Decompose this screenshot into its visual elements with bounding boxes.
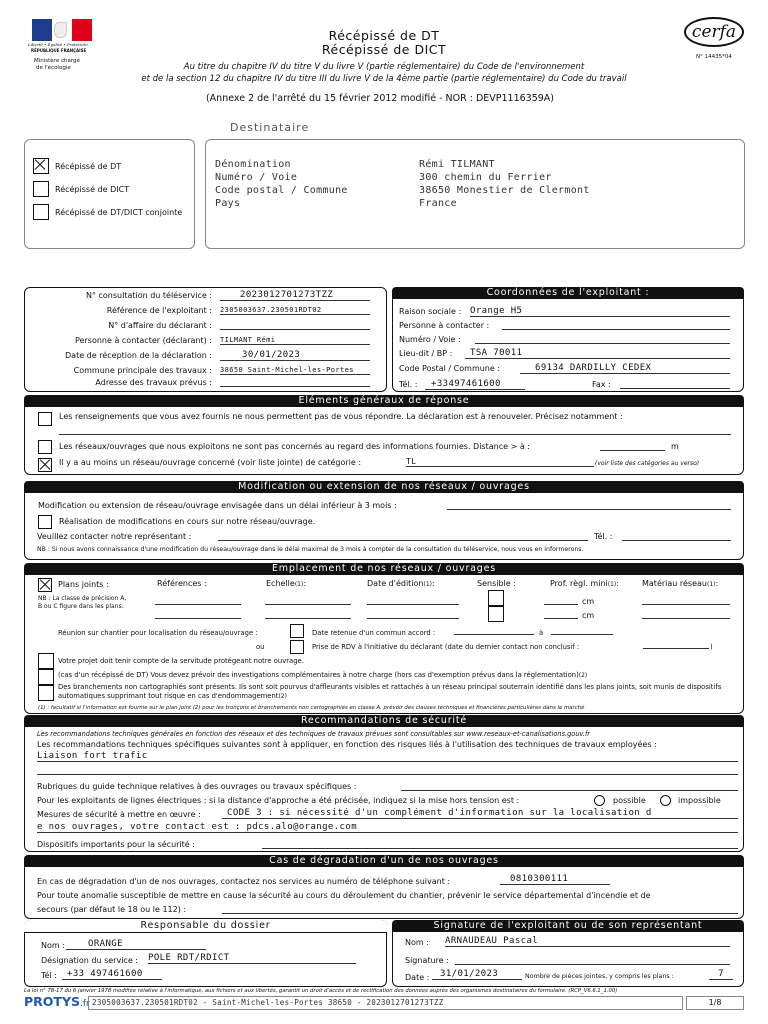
field-precisez[interactable]	[59, 427, 731, 435]
field-service[interactable]: POLE RDT/RDICT	[148, 953, 356, 964]
text-modification-delai: Modification ou extension de réseau/ouvrage envisagée dans un délai inférieur à 3 mois :	[38, 501, 397, 510]
value-voie: 300 chemin du Ferrier	[419, 172, 552, 183]
label-date-signature: Date :	[405, 973, 430, 982]
field-profondeur-1[interactable]	[544, 597, 578, 605]
field-rdv-date[interactable]	[643, 641, 709, 649]
field-distance[interactable]	[600, 441, 665, 451]
label-fax-exploitant: Fax :	[592, 380, 611, 389]
field-ref-exploitant[interactable]: 2305003637.230501RDT02	[220, 305, 370, 315]
label-denomination: Dénomination	[215, 159, 291, 170]
label-recepisse-conjointe: Récépissé de DT/DICT conjointe	[55, 208, 183, 217]
value-pays: France	[419, 198, 457, 209]
recepisse-type-box	[24, 139, 195, 249]
label-tel-responsable: Tél :	[41, 971, 57, 980]
text-secours: secours (par défaut le 18 ou le 112) :	[37, 905, 187, 914]
subtitle-1: Au titre du chapitre IV du titre V du livre V (partie réglementaire) du Code de l'environnement	[183, 62, 585, 72]
col-prof-colon: :	[616, 579, 619, 588]
checkbox-recepisse-dict[interactable]	[33, 181, 49, 197]
label-commune-travaux: Commune principale des travaux :	[73, 366, 212, 375]
text-branchements	[58, 683, 728, 701]
coordonnees-header: Coordonnées de l'exploitant :	[392, 287, 744, 299]
label-personne-declarant: Personne à contacter (déclarant) :	[75, 336, 212, 345]
checkbox-non-concernes[interactable]	[38, 440, 52, 454]
label-nom-signataire: Nom :	[405, 938, 429, 947]
field-nom-responsable[interactable]: ORANGE	[66, 939, 206, 950]
col-date-edition	[367, 579, 435, 588]
elements-header: Eléments généraux de réponse	[24, 395, 744, 407]
checkbox-recepisse-conjointe[interactable]	[33, 204, 49, 220]
checkbox-plans-joints[interactable]	[38, 578, 52, 592]
col-echelle-note: (1)	[294, 581, 304, 588]
checkbox-renseignements-insuffisants[interactable]	[38, 412, 52, 426]
label-num-affaire: N° d'affaire du déclarant :	[108, 321, 212, 330]
field-commune-travaux[interactable]: 38650 Saint-Michel-les-Portes	[220, 365, 370, 375]
text-investigations-body: (cas d'un récépissé de DT) Vous devez prévoir des investigations complémentaires à notre charge (hors cas d'exemption prévus dans la réglementation)	[58, 671, 579, 679]
label-raison-sociale: Raison sociale :	[399, 307, 462, 316]
page-number: 1/8	[686, 996, 744, 1010]
col-profondeur	[550, 579, 619, 588]
field-fax-exploitant[interactable]	[620, 379, 730, 389]
nb-modification: NB : Si nous avons connaissance d'une modification du réseau/ouvrage dans le délai maximal de 3 mois à compter de la consultation du téléservice, nous vous en informerons.	[37, 546, 584, 553]
label-voie: Numéro / Voie	[215, 172, 298, 183]
unit-metre: m	[671, 442, 679, 451]
checkbox-sensible-2[interactable]	[488, 606, 504, 622]
unit-cm-1: cm	[582, 597, 595, 606]
col-echelle	[266, 579, 306, 588]
text-a: à	[539, 629, 544, 637]
field-degradation-tel[interactable]: 0810300111	[500, 874, 610, 885]
annex-ref: (Annexe 2 de l'arrêté du 15 février 2012 modifié - NOR : DEVP1116359A)	[205, 93, 555, 104]
field-reference-1[interactable]	[155, 597, 241, 605]
field-echelle-2[interactable]	[265, 611, 351, 619]
recommandations-header: Recommandations de sécurité	[24, 715, 744, 727]
text-reco-specifiques: Les recommandations techniques spécifiques suivantes sont à appliquer, en fonction des risques liés à l'utilisation des techniques de travaux employées :	[37, 740, 657, 749]
field-reference-2[interactable]	[155, 611, 241, 619]
col-date-colon: :	[432, 579, 435, 588]
checkbox-sensible-1[interactable]	[488, 590, 504, 606]
flag-country: RÉPUBLIQUE FRANÇAISE	[31, 48, 87, 53]
label-lieu-dit: Lieu-dit / BP :	[399, 349, 453, 358]
checkbox-investigations[interactable]	[38, 669, 54, 685]
field-personne-declarant[interactable]: TILMANT Rémi	[220, 335, 370, 345]
field-materiau-2[interactable]	[642, 611, 730, 619]
field-pieces-jointes[interactable]: 7	[709, 969, 733, 980]
col-mat-label: Matériau réseau	[642, 579, 707, 588]
label-impossible: impossible	[678, 796, 721, 805]
label-tel-representant: Tél. :	[594, 532, 613, 541]
field-numero-voie[interactable]	[475, 334, 730, 344]
col-references: Références :	[157, 579, 207, 588]
text-branchements-body: Des branchements non cartographiés sont présents. Ils sont soit pourvus d'affleurants visibles et rattachés à un réseau principal souterrain identifié dans les plans joints, soit munis de dispositifs automatiques supprimant tout risque en cas d'endommagement	[58, 683, 722, 700]
label-personne-contacter: Personne à contacter :	[399, 321, 490, 330]
col-prof-note: (1)	[607, 581, 617, 588]
checkbox-reunion-chantier[interactable]	[290, 624, 304, 638]
protys-tld: .fr	[80, 999, 90, 1009]
field-cp-commune-exploitant[interactable]: 69134 DARDILLY CEDEX	[520, 363, 730, 374]
emplacement-header: Emplacement de nos réseaux / ouvrages	[24, 563, 744, 575]
text-rdv-declarant: Prise de RDV à l'initiative du déclarant (date du dernier contact non conclusif :	[312, 643, 580, 651]
legal-notice: La loi n° 78-17 du 6 janvier 1978 modifiée relative à l'informatique, aux fichiers et aux libertés, garantit un droit d'accès et de rectification des données auprès des organismes destinataires du formulaire. (RCP_V6.6.1_1.00)	[24, 988, 618, 994]
col-date-note: (1)	[423, 581, 432, 588]
text-rubriques-guide: Rubriques du guide technique relatives à des ouvrages ou travaux spécifiques :	[37, 782, 357, 791]
value-cp-commune: 38650 Monestier de Clermont	[419, 185, 590, 196]
field-date-reception[interactable]: 30/01/2023	[220, 350, 370, 361]
text-lignes-electriques: Pour les exploitants de lignes électriques : si la distance d'approche a été précisée, indiquez si la mise hors tension est :	[37, 796, 520, 805]
label-nom-responsable: Nom :	[41, 941, 65, 950]
checkbox-recepisse-dt[interactable]	[33, 158, 49, 174]
field-profondeur-2[interactable]	[544, 611, 578, 619]
label-service: Désignation du service :	[41, 956, 138, 965]
footnote-emplacement: (1) : facultatif si l'information est fournie sur le plan joint (2) pour les tronçons et branchements non cartographiés en classe A, prévoir des clauses techniques et financières particulières dans le marché	[38, 705, 585, 711]
col-date-label: Date d'édition	[367, 579, 424, 588]
field-num-affaire[interactable]	[220, 320, 370, 330]
field-tel-representant[interactable]	[622, 531, 731, 541]
text-mesures-securite: Mesures de sécurité à mettre en œuvre :	[37, 810, 201, 819]
text-reseau-concerne: Il y a au moins un réseau/ouvrage concerné (voir liste jointe) de catégorie :	[59, 458, 362, 467]
field-representant[interactable]	[218, 531, 588, 541]
text-reco-generales: Les recommandations techniques générales en fonction des réseaux et des techniques de travaux prévues sont consultables sur www.reseaux-et-canalisations.gouv.fr	[37, 730, 590, 738]
label-pays: Pays	[215, 198, 241, 209]
text-rdv-end: )	[710, 643, 713, 651]
label-cp-commune: Code postal / Commune	[215, 185, 348, 196]
text-investigations	[58, 671, 587, 679]
protys-brand: PROTYS	[24, 994, 80, 1009]
cerfa-number: N° 14435*04	[696, 54, 732, 60]
value-denomination: Rémi TILMANT	[419, 159, 495, 170]
label-signature: Signature :	[405, 956, 449, 965]
field-reco-specifiques[interactable]: Liaison fort trafic	[37, 751, 738, 762]
text-branchements-note: (2)	[278, 693, 287, 700]
flag-motto: Liberté • Égalité • Fraternité	[28, 42, 88, 47]
checkbox-realisation-modifications[interactable]	[38, 515, 52, 529]
label-recepisse-dt: Récépissé de DT	[55, 162, 122, 171]
label-plans-joints: Plans joints :	[58, 580, 109, 589]
field-modification-delai[interactable]	[447, 500, 731, 510]
field-echelle-1[interactable]	[265, 597, 351, 605]
label-consultation-num: N° consultation du téléservice :	[85, 291, 212, 300]
note-categories: (voir liste des catégories au verso)	[595, 460, 700, 467]
label-ref-exploitant: Référence de l'exploitant :	[106, 306, 212, 315]
text-realisation-modifications: Réalisation de modifications en cours sur notre réseau/ouvrage.	[59, 517, 316, 526]
text-anomalie: Pour toute anomalie susceptible de mettre en cause la sécurité au cours du déroulement du chantier, prévenir le service départemental d'incendie et de	[37, 891, 651, 900]
field-tel-responsable[interactable]: +33 497461600	[62, 969, 162, 980]
field-personne-contacter[interactable]	[502, 320, 730, 330]
label-possible: possible	[613, 796, 646, 805]
col-prof-label: Prof. règl. mini	[550, 579, 608, 588]
footer-reference: 2305003637.230501RDT02 - Saint-Michel-les-Portes 38650 - 2023012701273TZZ	[88, 996, 683, 1010]
field-adresse-travaux[interactable]	[220, 377, 370, 387]
field-mesures-securite-1[interactable]: CODE 3 : si nécessité d'un complément d'information sur la localisation d	[222, 808, 738, 819]
col-echelle-colon: :	[303, 579, 307, 588]
field-date-commun[interactable]	[454, 627, 534, 635]
responsable-header: Responsable du dossier	[24, 920, 387, 933]
unit-cm-2: cm	[582, 611, 595, 620]
text-date-commun: Date retenue d'un commun accord :	[312, 629, 436, 637]
text-investigations-note: (2)	[578, 672, 588, 679]
field-date-edition-1[interactable]	[367, 597, 459, 605]
field-tel-exploitant[interactable]: +33497461600	[425, 379, 525, 390]
label-recepisse-dict: Récépissé de DICT	[55, 185, 130, 194]
field-consultation-num[interactable]: 2023012701273TZZ	[220, 290, 370, 301]
degradation-header: Cas de dégradation d'un de nos ouvrages	[24, 855, 744, 867]
text-non-concernes: Les réseaux/ouvrages que nous exploitons ne sont pas concernés au regard des informations fournies. Distance > à :	[59, 442, 530, 451]
field-raison-sociale[interactable]: Orange H5	[470, 306, 730, 317]
field-heure-commun[interactable]	[551, 627, 613, 635]
field-signature[interactable]	[455, 955, 730, 965]
label-numero-voie: Numéro / Voie :	[399, 335, 461, 344]
ministry-line1: Ministère chargé	[34, 58, 80, 64]
label-tel-exploitant: Tél. :	[399, 380, 418, 389]
label-date-reception: Date de réception de la déclaration :	[65, 351, 212, 360]
text-dispositifs-securite: Dispositifs importants pour la sécurité :	[37, 840, 195, 849]
ministry-line2: de l'écologie	[36, 65, 71, 71]
text-ou: ou	[256, 643, 265, 651]
checkbox-rdv-declarant[interactable]	[290, 640, 304, 654]
radio-possible[interactable]	[594, 795, 605, 806]
title-dict: Récépissé de DICT	[321, 42, 447, 57]
label-adresse-travaux: Adresse des travaux prévus :	[95, 378, 212, 387]
col-echelle-label: Echelle	[266, 579, 295, 588]
cerfa-logo: cerfa	[684, 17, 744, 47]
col-mat-note: (1)	[707, 581, 716, 588]
checkbox-servitude[interactable]	[38, 653, 54, 669]
nb-classe-precision: NB : La classe de précision A, B ou C figure dans les plans.	[38, 595, 127, 610]
field-date-edition-2[interactable]	[367, 611, 459, 619]
protys-logo	[24, 994, 90, 1009]
modification-header: Modification ou extension de nos réseaux / ouvrages	[24, 481, 744, 493]
text-servitude: Votre projet doit tenir compte de la servitude protégeant notre ouvrage.	[58, 657, 304, 665]
col-materiau	[642, 579, 718, 588]
title-dt: Récépissé de DT	[328, 28, 440, 43]
field-nom-signataire[interactable]: ARNAUDEAU Pascal	[445, 936, 730, 947]
radio-impossible[interactable]	[660, 795, 671, 806]
checkbox-branchements[interactable]	[38, 685, 54, 701]
field-materiau-1[interactable]	[642, 597, 730, 605]
field-rubriques-guide[interactable]	[401, 781, 738, 791]
field-mesures-securite-2[interactable]: e nos ouvrages, votre contact est : pdcs.alo@orange.com	[37, 822, 738, 833]
field-date-signature[interactable]: 31/01/2023	[432, 969, 522, 980]
label-cp-commune-exploitant: Code Postal / Commune :	[399, 364, 501, 373]
text-renseignements-insuffisants: Les renseignements que vous avez fournis ne nous permettent pas de vous répondre. La déclaration est à renouveler. Précisez notamment :	[59, 412, 623, 421]
text-contacter-representant: Veuillez contacter notre représentant :	[37, 532, 192, 541]
text-reunion-chantier: Réunion sur chantier pour localisation du réseau/ouvrage :	[58, 629, 258, 637]
field-secours[interactable]	[222, 904, 738, 914]
subtitle-2: et de la section 12 du chapitre IV du titre III du livre V de la 4ème partie (partie réglementaire) du Code du travail	[141, 74, 627, 84]
col-sensible: Sensible :	[477, 579, 516, 588]
signature-header: Signature de l'exploitant ou de son représentant	[392, 920, 744, 932]
destinataire-title: Destinataire	[230, 121, 310, 134]
text-degradation-tel: En cas de dégradation d'un de nos ouvrages, contactez nos services au numéro de téléphone suivant :	[37, 877, 451, 886]
label-pieces-jointes: Nombre de pièces jointes, y compris les plans :	[525, 973, 674, 980]
field-reco-specifiques-2[interactable]	[37, 765, 738, 775]
field-lieu-dit[interactable]: TSA 70011	[465, 348, 730, 359]
col-mat-colon: :	[715, 579, 719, 588]
checkbox-reseau-concerne[interactable]	[38, 458, 52, 472]
field-dispositifs-securite[interactable]	[262, 839, 738, 849]
field-categorie[interactable]: TL	[406, 457, 594, 467]
